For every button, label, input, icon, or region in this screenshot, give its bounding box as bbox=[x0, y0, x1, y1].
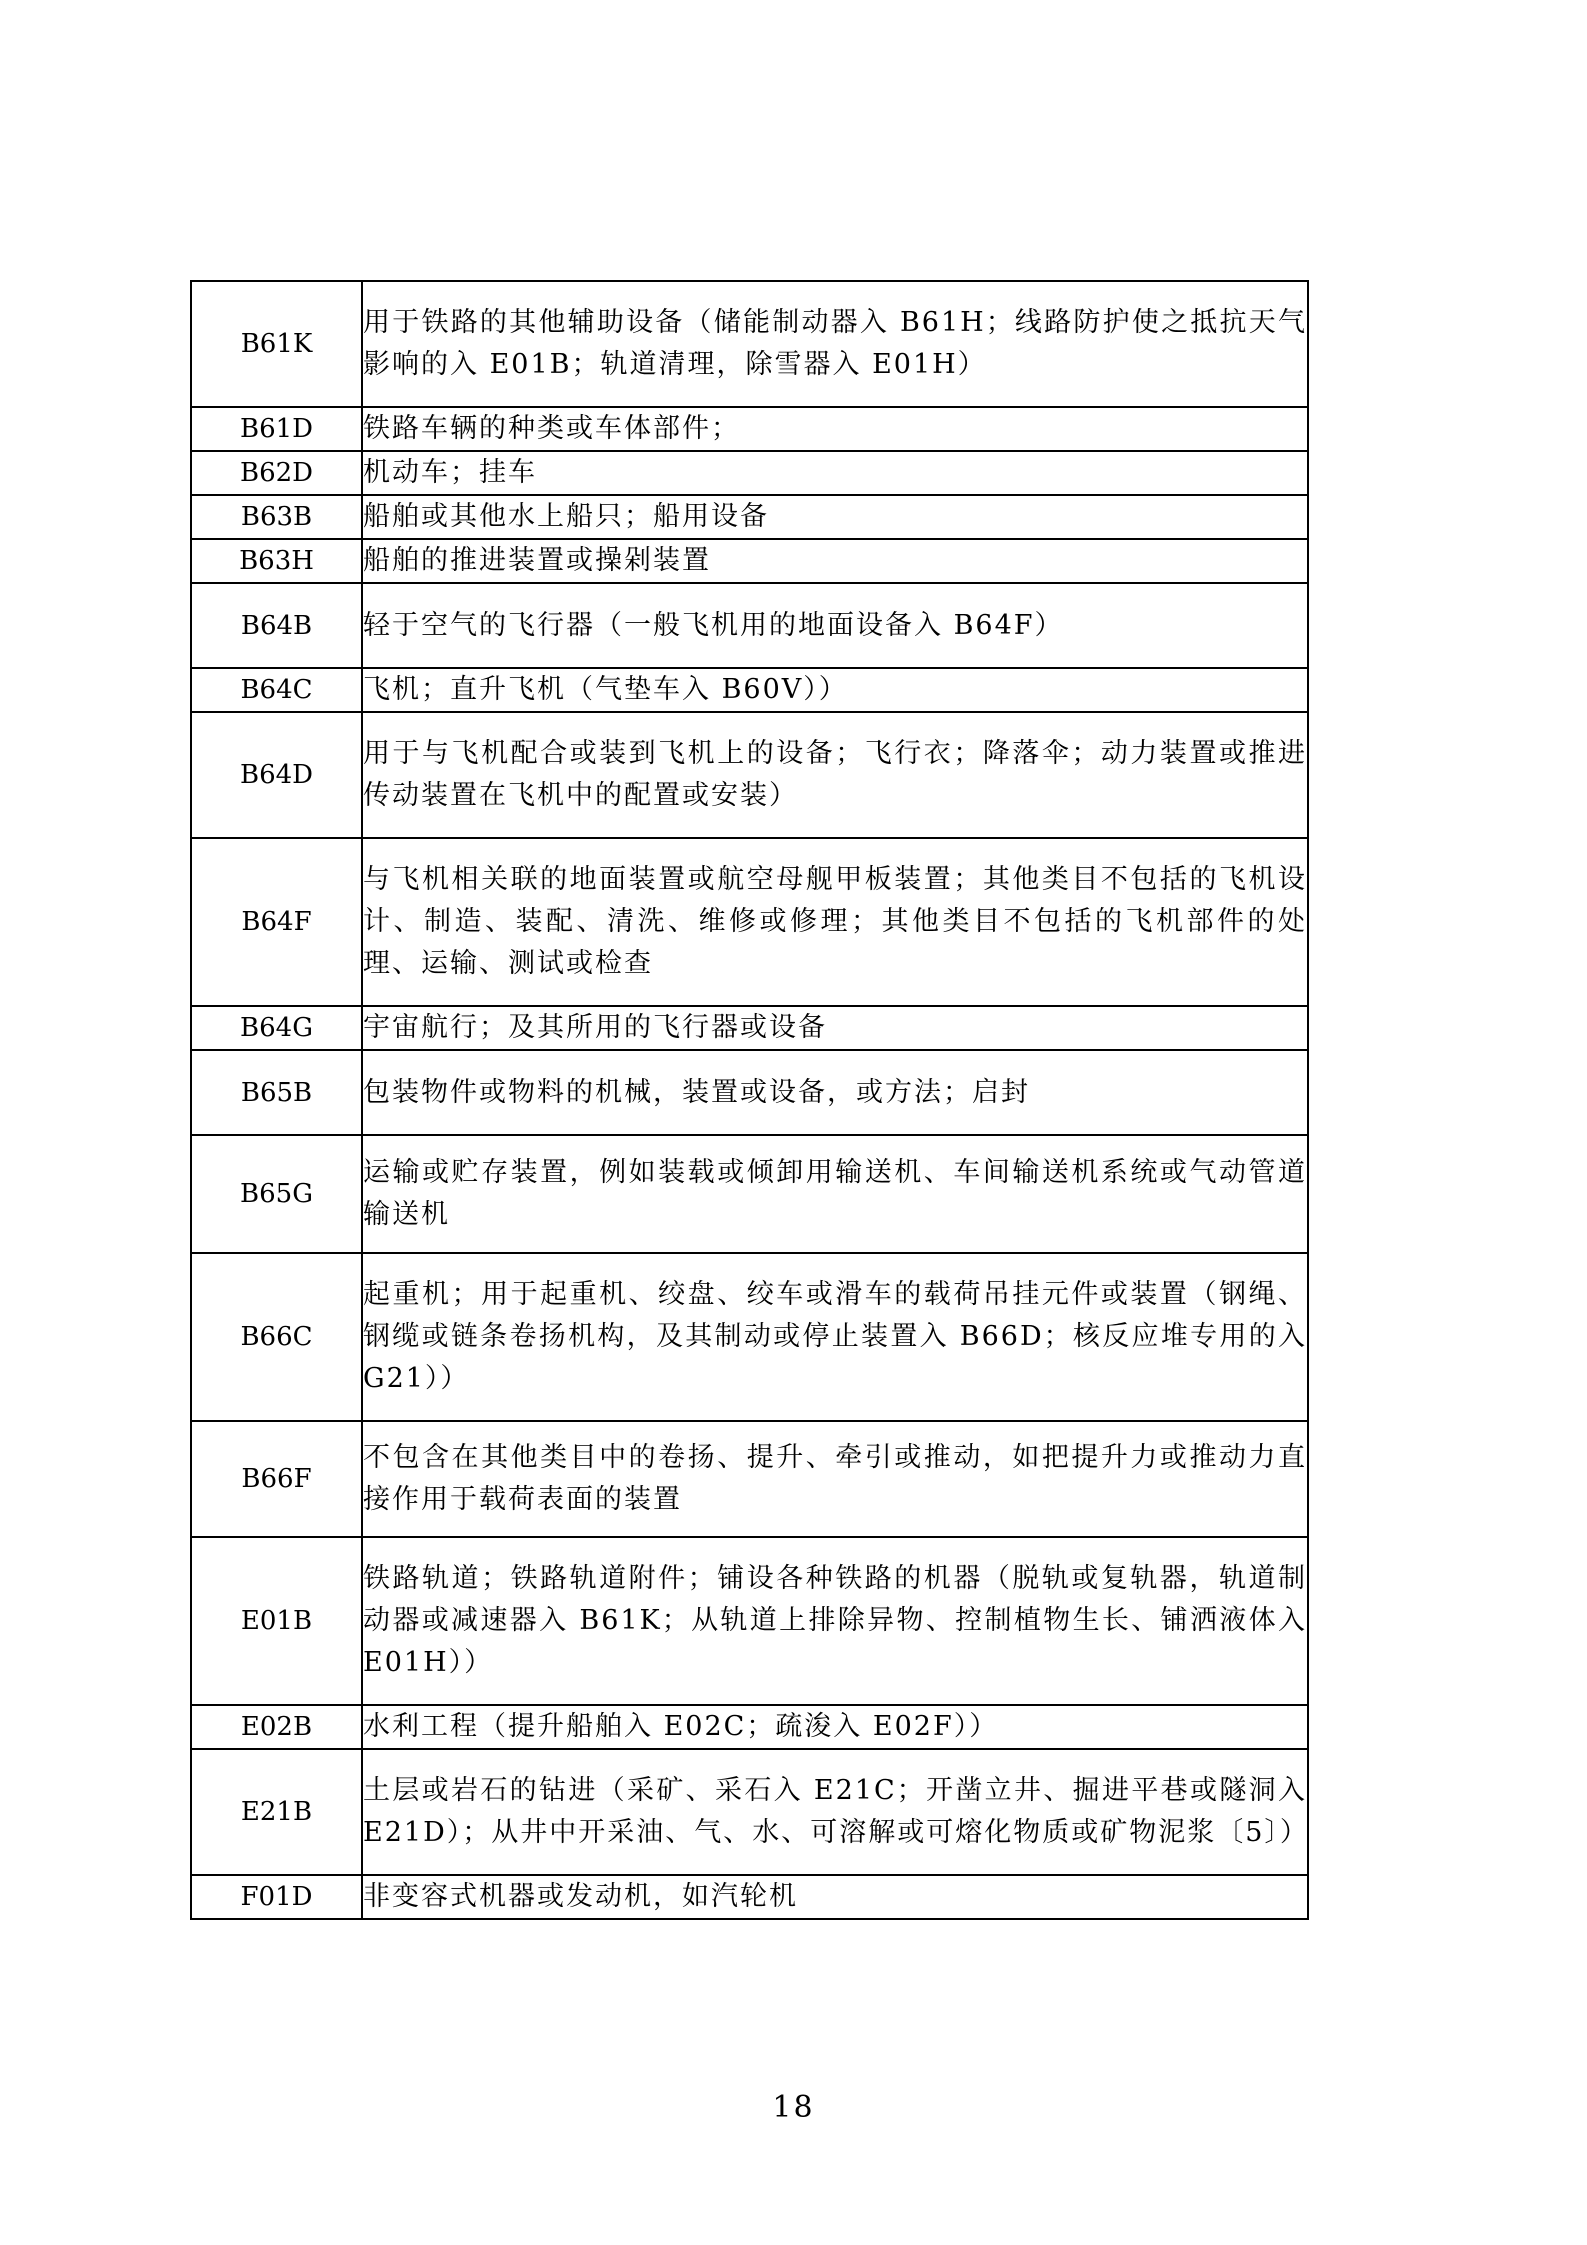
class-code: B61K bbox=[191, 281, 362, 407]
class-description: 与飞机相关联的地面装置或航空母舰甲板装置；其他类目不包括的飞机设计、制造、装配、清洗、维修或修理；其他类目不包括的飞机部件的处理、运输、测试或检查 bbox=[362, 838, 1308, 1006]
class-description: 用于与飞机配合或装到飞机上的设备；飞行衣；降落伞；动力装置或推进传动装置在飞机中的配置或安装） bbox=[362, 712, 1308, 838]
table-row bbox=[191, 1006, 1308, 1050]
table-row bbox=[191, 668, 1308, 712]
class-description: 水利工程（提升船舶入 E02C；疏浚入 E02F）） bbox=[362, 1705, 1308, 1749]
table-row bbox=[191, 1749, 1308, 1875]
class-code: B66C bbox=[191, 1253, 362, 1421]
class-description: 轻于空气的飞行器（一般飞机用的地面设备入 B64F） bbox=[362, 583, 1308, 668]
table-row bbox=[191, 1253, 1308, 1421]
class-code: B63H bbox=[191, 539, 362, 583]
class-description: 宇宙航行；及其所用的飞行器或设备 bbox=[362, 1006, 1308, 1050]
table-row bbox=[191, 1537, 1308, 1705]
class-code: B63B bbox=[191, 495, 362, 539]
table-row bbox=[191, 1705, 1308, 1749]
table-row bbox=[191, 1875, 1308, 1919]
class-code: E21B bbox=[191, 1749, 362, 1875]
class-code: B64D bbox=[191, 712, 362, 838]
table-row bbox=[191, 583, 1308, 668]
class-code: B65B bbox=[191, 1050, 362, 1135]
class-code: B65G bbox=[191, 1135, 362, 1253]
class-code: B62D bbox=[191, 451, 362, 495]
table-row bbox=[191, 451, 1308, 495]
class-description: 不包含在其他类目中的卷扬、提升、牵引或推动，如把提升力或推动力直接作用于载荷表面的装置 bbox=[362, 1421, 1308, 1537]
table-row bbox=[191, 1135, 1308, 1253]
class-description: 船舶的推进装置或操剁装置 bbox=[362, 539, 1308, 583]
class-code: B64C bbox=[191, 668, 362, 712]
table-row bbox=[191, 712, 1308, 838]
table-row bbox=[191, 1050, 1308, 1135]
class-code: B64F bbox=[191, 838, 362, 1006]
class-description: 铁路车辆的种类或车体部件； bbox=[362, 407, 1308, 451]
class-description: 起重机；用于起重机、绞盘、绞车或滑车的载荷吊挂元件或装置（钢绳、钢缆或链条卷扬机构，及其制动或停止装置入 B66D；核反应堆专用的入 G21）） bbox=[362, 1253, 1308, 1421]
class-description: 用于铁路的其他辅助设备（储能制动器入 B61H；线路防护使之抵抗天气影响的入 E01B；轨道清理，除雪器入 E01H） bbox=[362, 281, 1308, 407]
class-code: F01D bbox=[191, 1875, 362, 1919]
table-row bbox=[191, 495, 1308, 539]
class-code: B64G bbox=[191, 1006, 362, 1050]
class-code: B64B bbox=[191, 583, 362, 668]
class-code: E02B bbox=[191, 1705, 362, 1749]
class-description: 土层或岩石的钻进（采矿、采石入 E21C；开凿立井、掘进平巷或隧洞入 E21D）；从井中开采油、气、水、可溶解或可熔化物质或矿物泥浆〔5〕） bbox=[362, 1749, 1308, 1875]
classification-table bbox=[190, 280, 1309, 1920]
class-description: 运输或贮存装置，例如装载或倾卸用输送机、车间输送机系统或气动管道输送机 bbox=[362, 1135, 1308, 1253]
class-description: 飞机；直升飞机（气垫车入 B60V）） bbox=[362, 668, 1308, 712]
table-row bbox=[191, 407, 1308, 451]
page-number: 18 bbox=[772, 2090, 815, 2125]
table-row bbox=[191, 1421, 1308, 1537]
class-description: 包装物件或物料的机械，装置或设备，或方法；启封 bbox=[362, 1050, 1308, 1135]
class-description: 船舶或其他水上船只；船用设备 bbox=[362, 495, 1308, 539]
table-row bbox=[191, 838, 1308, 1006]
table-row bbox=[191, 281, 1308, 407]
class-code: E01B bbox=[191, 1537, 362, 1705]
class-code: B61D bbox=[191, 407, 362, 451]
class-code: B66F bbox=[191, 1421, 362, 1537]
table-row bbox=[191, 539, 1308, 583]
class-description: 机动车；挂车 bbox=[362, 451, 1308, 495]
class-description: 铁路轨道；铁路轨道附件；铺设各种铁路的机器（脱轨或复轨器，轨道制动器或减速器入 B61K；从轨道上排除异物、控制植物生长、铺洒液体入 E01H）） bbox=[362, 1537, 1308, 1705]
class-description: 非变容式机器或发动机，如汽轮机 bbox=[362, 1875, 1308, 1919]
